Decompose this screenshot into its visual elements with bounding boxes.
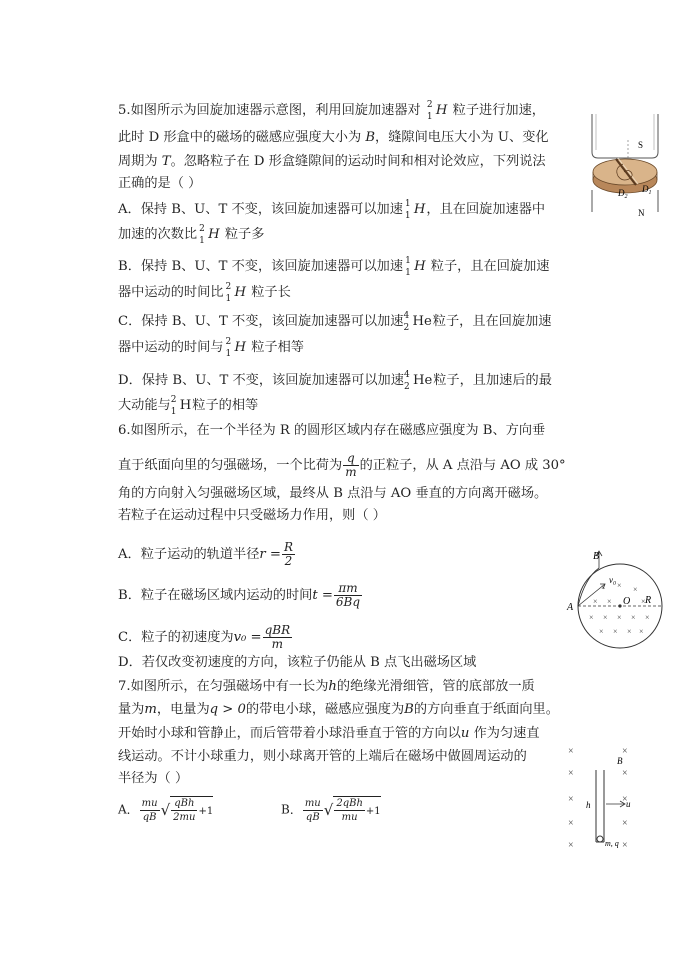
svg-text:×: × — [617, 613, 622, 622]
svg-text:×: × — [568, 746, 574, 757]
q5-option-d-line2: 大动能与 2 1 H粒子的相等 — [118, 395, 259, 417]
svg-text:×: × — [617, 581, 622, 590]
isotope-2H: 2 1 H — [170, 395, 192, 417]
label-R: R — [645, 595, 652, 606]
q6-stem-line2: 直于纸面向里的匀强磁场，一个比荷为 $\frac{q}{m}$ 的正粒子，从 A 点沿与 AO 成 30° — [118, 451, 566, 479]
fraction-q-over-m: $\frac{q}{m}$ — [345, 451, 357, 479]
q7-stem-line5: 半径为（ ） — [118, 771, 189, 786]
isotope-2H: 2 1 H — [225, 282, 247, 304]
isotope-4He: 4 2 He — [403, 370, 433, 392]
label-S: S — [638, 140, 644, 150]
svg-text:×: × — [568, 818, 574, 829]
q5-option-b[interactable]: B．保持 B、U、T 不变，该回旋加速器可以加速 1 1 H 粒子，且在回旋加速 — [118, 256, 550, 278]
cyclotron-figure — [588, 112, 666, 222]
svg-text:×: × — [603, 613, 608, 622]
q7-option-b[interactable]: B． $\frac{mu}{qB}$ √ $\frac{\text{2qBh}}{mu}$ +1 — [281, 797, 381, 823]
svg-text:×: × — [633, 585, 638, 594]
isotope-4He: 4 2 He — [403, 311, 432, 333]
svg-text:×: × — [622, 746, 628, 757]
q5-option-a[interactable]: A．保持 B、U、T 不变，该回旋加速器可以加速 1 1 H，且在回旋加速器中 — [118, 199, 546, 221]
q6-stem-line3: 角的方向射入匀强磁场区域，最终从 B 点沿与 AO 垂直的方向离开磁场。 — [118, 486, 548, 501]
svg-text:×: × — [622, 768, 628, 779]
svg-text:×: × — [601, 583, 606, 592]
q5-text: 5.如图所示为回旋加速器示意图，利用回旋加速器对 — [118, 103, 421, 118]
q6-option-b[interactable]: B．粒子在磁场区域内运动的时间t = $\frac{\pi m}{6Bq}$ — [118, 581, 361, 609]
svg-text:×: × — [627, 627, 632, 636]
isotope-2H: 2 1 H — [225, 337, 247, 359]
q7-stem-line1: 7.如图所示，在匀强磁场中有一长为h的绝缘光滑细管，管的底部放一质 — [118, 679, 535, 694]
svg-text:×: × — [639, 627, 644, 636]
q7-option-a[interactable]: A． $\frac{mu}{qB}$ √ $\frac{\text{qBh}}{2mu}$ +1 — [118, 797, 214, 823]
isotope-2H: 2 1 H — [426, 100, 448, 122]
label-mq: m, q — [605, 839, 619, 848]
q7-stem-line4: 线运动。不计小球重力，则小球离开管的上端后在磁场中做圆周运动的 — [118, 749, 527, 764]
q5-stem-line3: 周期为 T。忽略粒子在 D 形盒缝隙间的运动时间和相对论效应，下列说法 — [118, 154, 546, 169]
label-N: N — [638, 208, 645, 218]
svg-text:×: × — [599, 627, 604, 636]
svg-text:×: × — [589, 613, 594, 622]
q6-stem-line1: 6.如图所示，在一个半径为 R 的圆形区域内存在磁感应强度为 B、方向垂 — [118, 423, 546, 438]
label-B: B — [593, 551, 600, 562]
q5-stem-line4: 正确的是（ ） — [118, 176, 202, 191]
svg-text:×: × — [613, 627, 618, 636]
q5-option-b-line2: 器中运动的时间比 2 1 H 粒子长 — [118, 282, 291, 304]
svg-text:×: × — [568, 840, 574, 851]
q6-option-d[interactable]: D．若仅改变初速度的方向，该粒子仍能从 B 点飞出磁场区域 — [118, 655, 477, 670]
q5-option-c-line2: 器中运动的时间与 2 1 H 粒子相等 — [118, 337, 304, 359]
isotope-1H: 1 1 H — [405, 256, 426, 278]
svg-text:×: × — [622, 840, 628, 851]
q5-stem-line1: 5.如图所示为回旋加速器示意图，利用回旋加速器对 2 1 H 粒子进行加速， — [118, 100, 545, 122]
label-v0: v₀ — [609, 575, 617, 585]
q5-option-c[interactable]: C．保持 B、U、T 不变，该回旋加速器可以加速 4 2 He粒子，且在回旋加速 — [118, 311, 552, 333]
circular-field-figure — [565, 548, 675, 664]
label-D2: $D_2$ — [618, 188, 628, 200]
svg-text:×: × — [631, 613, 636, 622]
svg-text:×: × — [641, 597, 646, 606]
isotope-1H: 1 1 H — [404, 199, 426, 221]
svg-text:×: × — [568, 768, 574, 779]
label-B: B — [617, 756, 623, 766]
q6-stem-line4: 若粒子在运动过程中只受磁场力作用，则（ ） — [118, 508, 386, 523]
q6-option-a[interactable]: A．粒子运动的轨道半径r = $\frac{R}{2}$ — [118, 540, 293, 568]
svg-text:×: × — [645, 613, 650, 622]
label-D1: $D_1$ — [642, 184, 652, 196]
svg-text:×: × — [622, 818, 628, 829]
q5-option-a-line2: 加速的次数比 2 1 H 粒子多 — [118, 224, 265, 246]
svg-text:×: × — [568, 794, 574, 805]
isotope-2H: 2 1 H — [199, 224, 220, 246]
label-u: u — [626, 799, 631, 809]
label-h: h — [586, 800, 591, 810]
q7-stem-line3: 开始时小球和管静止，而后管带着小球沿垂直于管的方向以u 作为匀速直 — [118, 726, 540, 741]
svg-text:×: × — [593, 597, 598, 606]
svg-text:×: × — [622, 794, 628, 805]
q5-option-d[interactable]: D．保持 B、U、T 不变，该回旋加速器可以加速 4 2 He粒子，且加速后的最 — [118, 370, 552, 392]
q6-option-c[interactable]: C．粒子的初速度为v₀ = $\frac{\text{qBR}}{m}$ — [118, 623, 291, 651]
tube-figure — [562, 740, 642, 852]
label-A: A — [567, 602, 574, 613]
q7-stem-line2: 量为m，电量为q > 0的带电小球，磁感应强度为B的方向垂直于纸面向里。 — [118, 702, 559, 717]
q5-stem-line2: 此时 D 形盒中的磁场的磁感应强度大小为 B，缝隙间电压大小为 U、变化 — [118, 130, 549, 145]
label-O: O — [623, 596, 631, 607]
svg-text:×: × — [607, 597, 612, 606]
